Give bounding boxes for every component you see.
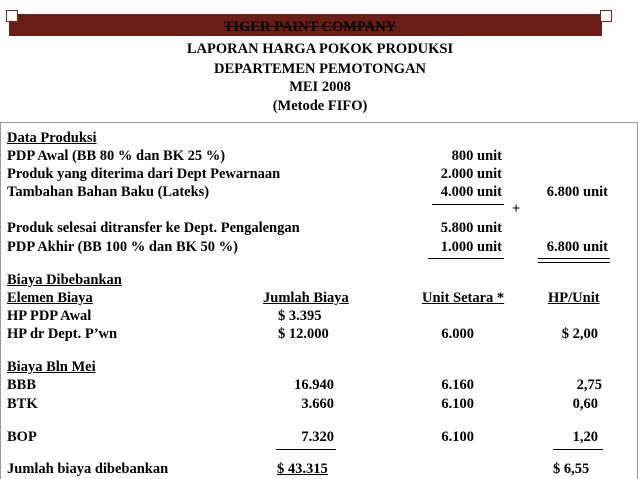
tambahan-bb-qty: 4.000 unit <box>440 184 502 200</box>
biaya-bulan-heading: Biaya Bln Mei <box>7 359 96 375</box>
produk-diterima-label: Produk yang diterima dari Dept Pewarnaan <box>7 166 281 182</box>
tambahan-bb-label: Tambahan Bahan Baku (Lateks) <box>7 184 210 200</box>
jumlah-subtotal-line <box>276 449 336 450</box>
bop-jumlah: 7.320 <box>301 429 334 445</box>
corner-square-right <box>600 10 612 22</box>
bbb-label: BBB <box>7 377 37 393</box>
hp-dept-hp: $ 2,00 <box>561 326 598 342</box>
table-left-border <box>0 122 1 479</box>
produk-selesai-label: Produk selesai ditransfer ke Dept. Pengalengan <box>7 220 300 236</box>
pdp-awal-qty: 800 unit <box>451 148 502 164</box>
btk-label: BTK <box>7 396 38 412</box>
hp-pdp-awal-label: HP PDP Awal <box>7 308 92 324</box>
department-name: DEPARTEMEN PEMOTONGAN <box>213 61 427 77</box>
biaya-dibebankan-heading: Biaya Dibebankan <box>7 272 122 288</box>
bbb-jumlah: 16.940 <box>294 377 334 393</box>
total-hp: $ 6,55 <box>553 461 590 477</box>
pdp-akhir-qty: 1.000 unit <box>440 239 502 255</box>
hp-dept-jumlah: $ 12.000 <box>278 326 329 342</box>
plus-sign: + <box>512 201 521 217</box>
hp-dept-unit: 6.000 <box>441 326 474 342</box>
col-hp-unit: HP/Unit <box>548 290 600 306</box>
output-line-1 <box>428 258 504 259</box>
bop-hp: 1,20 <box>572 429 598 445</box>
corner-square-left <box>6 10 18 22</box>
bop-label: BOP <box>7 429 37 445</box>
hp-subtotal-line <box>553 449 603 450</box>
report-title: LAPORAN HARGA POKOK PRODUKSI <box>186 41 454 57</box>
company-name: TIGER PAINT COMPANY <box>223 19 397 35</box>
btk-hp: 0,60 <box>572 396 598 412</box>
table-top-border <box>0 122 638 123</box>
total-output-qty: 6.800 unit <box>546 239 608 255</box>
data-produksi-heading: Data Produksi <box>7 130 97 146</box>
btk-unit: 6.100 <box>441 396 474 412</box>
pdp-awal-label: PDP Awal (BB 80 % dan BK 25 %) <box>7 148 226 164</box>
col-unit-setara: Unit Setara * <box>422 290 505 306</box>
produk-selesai-qty: 5.800 unit <box>440 220 502 236</box>
report-method: (Metode FIFO) <box>272 98 368 114</box>
total-label: Jumlah biaya dibebankan <box>7 461 169 477</box>
col-elemen-biaya: Elemen Biaya <box>7 290 93 306</box>
total-double-line-2 <box>538 262 610 263</box>
produk-diterima-qty: 2.000 unit <box>440 166 502 182</box>
col-jumlah-biaya: Jumlah Biaya <box>263 290 349 306</box>
report-period: MEI 2008 <box>289 79 351 95</box>
btk-jumlah: 3.660 <box>301 396 334 412</box>
total-input-qty: 6.800 unit <box>546 184 608 200</box>
qty-subtotal-line <box>432 204 504 205</box>
bbb-hp: 2,75 <box>576 377 602 393</box>
bbb-unit: 6.160 <box>441 377 474 393</box>
total-jumlah: $ 43.315 <box>277 461 328 477</box>
total-double-line-1 <box>538 258 610 259</box>
pdp-akhir-label: PDP Akhir (BB 100 % dan BK 50 %) <box>7 239 238 255</box>
hp-pdp-awal-jumlah: $ 3.395 <box>278 308 322 324</box>
bop-unit: 6.100 <box>441 429 474 445</box>
hp-dept-label: HP dr Dept. P’wn <box>7 326 118 342</box>
